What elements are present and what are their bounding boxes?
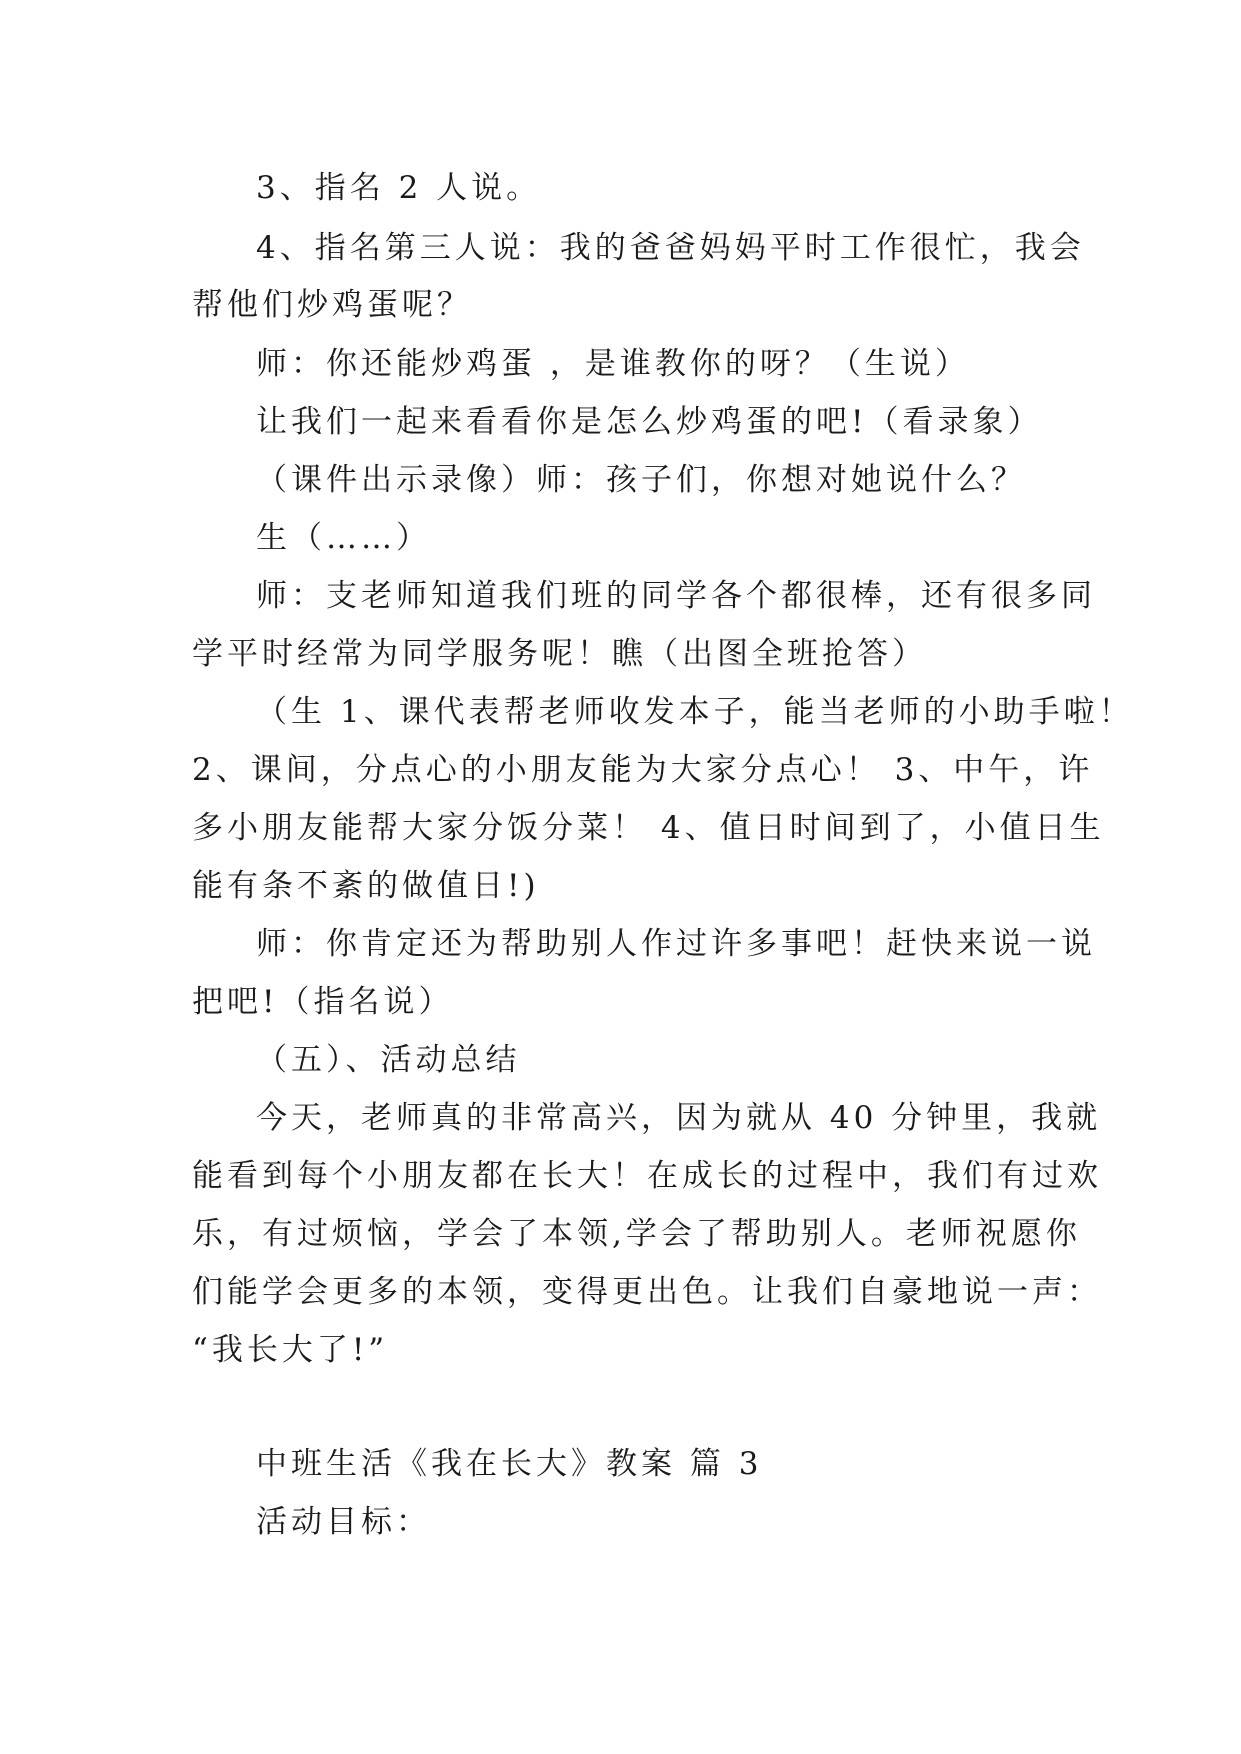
text-line: 3、指名 2 人说。 [256, 170, 542, 206]
text-line: 能有条不紊的做值日!) [192, 868, 540, 904]
text-line: （生 1、课代表帮老师收发本子，能当老师的小助手啦！ [256, 694, 1134, 730]
text-line: 多小朋友能帮大家分饭分菜！ 4、值日时间到了，小值日生 [192, 810, 1105, 846]
text-line: 师：支老师知道我们班的同学各个都很棒，还有很多同 [256, 578, 1096, 614]
text-line: 能看到每个小朋友都在长大！在成长的过程中，我们有过欢 [192, 1158, 1102, 1194]
text-line: （课件出示录像）师：孩子们，你想对她说什么？ [256, 462, 1026, 498]
section-heading: 中班生活《我在长大》教案 篇 3 [256, 1446, 763, 1482]
text-line: 乐，有过烦恼，学会了本领,学会了帮助别人。老师祝愿你 [192, 1216, 1081, 1252]
text-line: 活动目标： [256, 1504, 431, 1540]
text-line: 4、指名第三人说：我的爸爸妈妈平时工作很忙，我会 [256, 230, 1085, 266]
text-line: （五）、活动总结 [256, 1042, 521, 1078]
text-line: 把吧!（指名说） [192, 984, 454, 1020]
text-line: 师：你肯定还为帮助别人作过许多事吧！赶快来说一说 [256, 926, 1096, 962]
text-line: 让我们一起来看看你是怎么炒鸡蛋的吧!（看录象） [256, 404, 1043, 440]
text-line: 学平时经常为同学服务呢！瞧（出图全班抢答） [192, 636, 927, 672]
text-line: “我长大了!” [192, 1332, 389, 1368]
text-line: 们能学会更多的本领，变得更出色。让我们自豪地说一声： [192, 1274, 1102, 1310]
text-line: 生（……） [256, 520, 431, 556]
text-line: 帮他们炒鸡蛋呢？ [192, 287, 472, 323]
text-line: 今天，老师真的非常高兴，因为就从 40 分钟里，我就 [256, 1100, 1102, 1136]
text-line: 师：你还能炒鸡蛋 ，是谁教你的呀？（生说） [256, 346, 970, 382]
text-line: 2、课间，分点心的小朋友能为大家分点心！ 3、中午，许 [192, 752, 1094, 788]
